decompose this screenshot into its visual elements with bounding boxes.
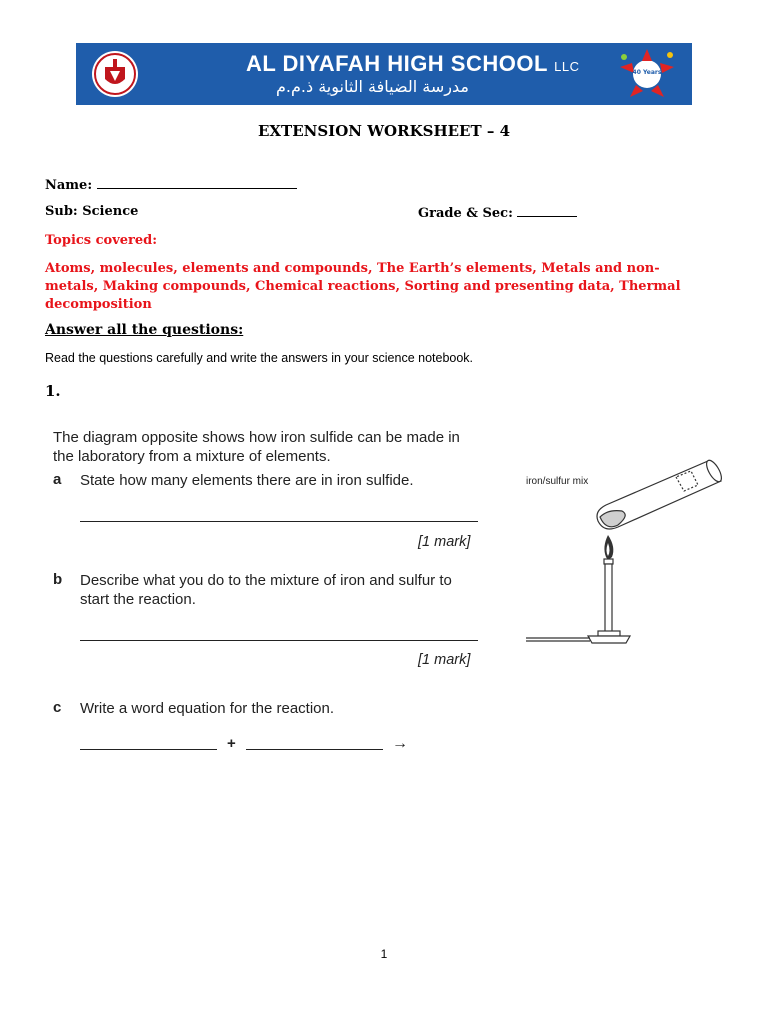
part-a-label: a <box>53 471 62 488</box>
part-b-mark: [1 mark] <box>418 652 471 668</box>
anniversary-emblem-logo <box>616 47 678 101</box>
page-number: 1 <box>380 947 388 961</box>
topics-heading: Topics covered: <box>45 233 158 248</box>
diagram-label: iron/sulfur mix <box>526 476 589 487</box>
grade-field <box>418 204 577 221</box>
worksheet-title: EXTENSION WORKSHEET – 4 <box>257 122 511 140</box>
emblem-text: 40 Years <box>632 69 662 76</box>
subject-label: Sub: Science <box>45 204 139 219</box>
part-b-label: b <box>53 571 63 588</box>
part-c-label: c <box>53 699 62 716</box>
part-a-answer-line <box>80 521 478 522</box>
test-tube-diagram <box>526 455 726 650</box>
equation-arrow: → <box>392 735 408 752</box>
part-c-text: Write a word equation for the reaction. <box>80 700 335 717</box>
school-name-arabic: مدرسة الضيافة الثانوية ذ.م.م <box>276 77 469 96</box>
answer-all-heading: Answer all the questions: <box>45 322 244 338</box>
name-label: Name: <box>45 178 93 193</box>
school-banner <box>76 43 692 105</box>
topics-body: Atoms, molecules, elements and compounds, The Earth’s elements, Metals and non-metals, Making compounds, Chemical reactions, Sorting and presenting data, Thermal decomposition <box>45 261 681 312</box>
instruction-text: Read the questions carefully and write the answers in your science notebook. <box>45 351 474 365</box>
question-intro: The diagram opposite shows how iron sulfide can be made in the laboratory from a mixture of elements. <box>53 429 460 465</box>
school-suffix: LLC <box>554 59 580 74</box>
school-name: AL DIYAFAH HIGH SCHOOL LLC <box>246 51 580 76</box>
question-number: 1. <box>45 382 61 400</box>
name-field <box>45 176 297 193</box>
equation-blank-2 <box>246 749 383 750</box>
grade-label: Grade & Sec: <box>418 206 513 221</box>
equation-plus: + <box>227 735 236 752</box>
equation-blank-1 <box>80 749 217 750</box>
grade-blank <box>517 204 577 217</box>
part-a-text: State how many elements there are in iron sulfide. <box>80 472 414 489</box>
name-blank <box>97 176 297 189</box>
part-a-mark: [1 mark] <box>418 534 471 550</box>
part-b-text: Describe what you do to the mixture of iron and sulfur to start the reaction. <box>80 572 452 608</box>
school-crest-logo <box>90 49 140 99</box>
part-b-answer-line <box>80 640 478 641</box>
